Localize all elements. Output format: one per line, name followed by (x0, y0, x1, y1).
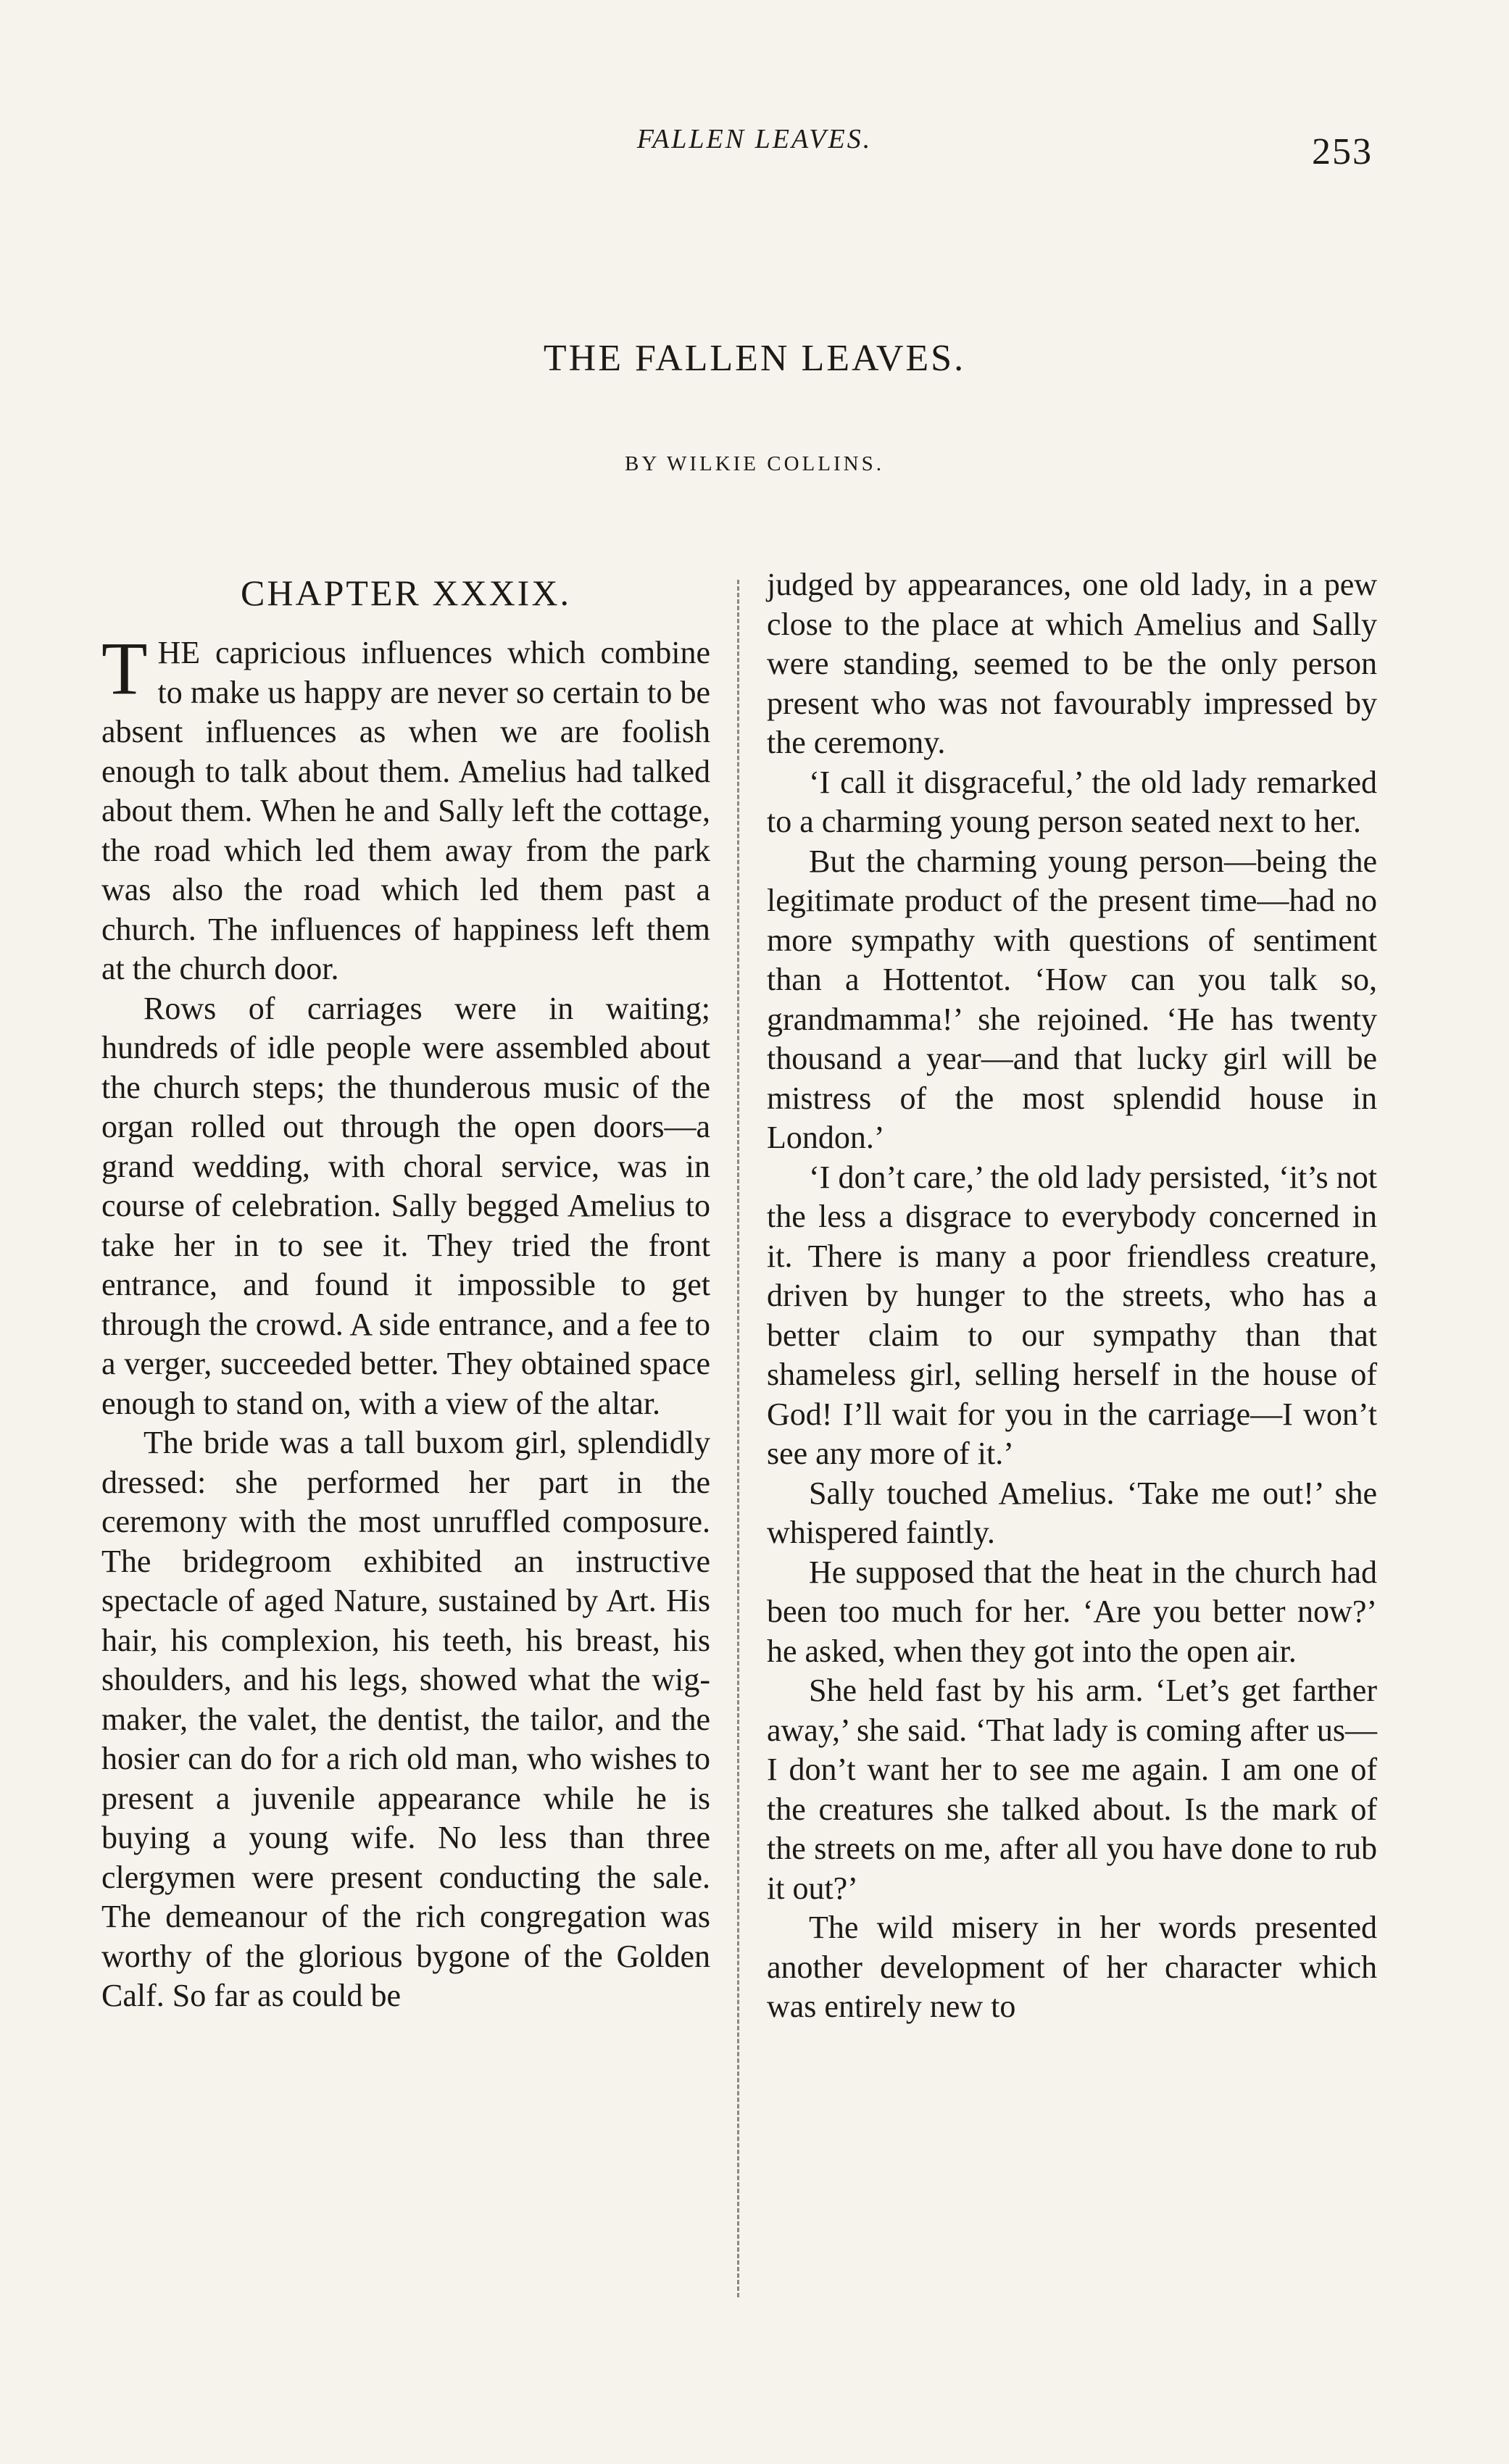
article-title: THE FALLEN LEAVES. (543, 338, 966, 379)
paragraph: Sally touched Amelius. ‘Take me out!’ she whispered faintly. (767, 1475, 1377, 1550)
byline: BY WILKIE COLLINS. (625, 452, 884, 475)
page-number: 253 (1312, 131, 1373, 172)
paragraph: Rows of carriages were in waiting; hundreds of idle people were assembled about the church steps; the thunderous music of the organ rolled out through the open doors—a grand wedding, with choral service, was in course of celebration. Sally begged Amelius to take her in to see it. They tried the front entrance, and found it impossible to get through the crowd. A side entrance, and a fee to a verger, succeeded better. They obtained space enough to stand on, with a view of the altar. (101, 990, 710, 1421)
chapter-heading: CHAPTER XXXIX. (241, 573, 571, 613)
paragraph-text: HE capricious influences which combine to make us happy are never so certain to be absent influences as when we are foolish enough to talk about them. Amelius had talked about them. When he and Sally left the cottage, the road which led them away from the park was also the road which led them past a church. The influences of happiness left them at the church door. (101, 635, 710, 986)
paragraph: The bride was a tall buxom girl, splendidly dressed: she performed her part in the ceremony with the most unruffled composure. The bridegroom exhibited an instructive spectacle of aged Nature, sustained by Art. His hair, his complexion, his teeth, his breast, his shoulders, and his legs, showed what the wig-maker, the valet, the dentist, the tailor, and the hosier can do for a rich old man, who wishes to present a juvenile appearance while he is buying a young wife. No less than three clergymen were present conducting the sale. The demeanour of the rich congregation was worthy of the glorious bygone of the Golden Calf. So far as could be (101, 1425, 710, 2013)
running-title: FALLEN LEAVES. (636, 124, 873, 154)
paragraph: She held fast by his arm. ‘Let’s get farther away,’ she said. ‘That lady is coming after us—I don’t want her to see me again. I am one of the creatures she talked about. Is the mark of the streets on me, after all you have done to rub it out?’ (767, 1673, 1377, 1906)
paragraph: judged by appearances, one old lady, in a pew close to the place at which Amelius and Sally were standing, seemed to be the only person present who was not favourably impressed by the ceremony. (767, 567, 1377, 760)
paragraph: ‘I don’t care,’ the old lady persisted, ‘it’s not the less a disgrace to everybody concerned in it. There is many a poor friendless creature, driven by hunger to the streets, who has a better claim to our sympathy than that shameless girl, selling herself in the house of God! I’ll wait for you in the carriage—I won’t see any more of it.’ (767, 1159, 1377, 1471)
drop-cap: T (101, 627, 148, 710)
paragraph: But the charming young person—being the legitimate product of the present time—had no more sympathy with questions of sentiment than a Hottentot. ‘How can you talk so, grandmamma!’ she rejoined. ‘He has twenty thousand a year—and that lucky girl will be mistress of the most splendid house in London.’ (767, 843, 1377, 1155)
paragraph: ‘I call it disgraceful,’ the old lady remarked to a charming young person seated next to her. (767, 764, 1377, 839)
paragraph: He supposed that the heat in the church had been too much for her. ‘Are you better now?’ he asked, when they got into the open air. (767, 1554, 1377, 1669)
paragraph (101, 627, 710, 989)
left-column (101, 565, 710, 2016)
right-column (767, 565, 1377, 2027)
column-divider (737, 580, 739, 2297)
paragraph: The wild misery in her words presented another development of her character which was entirely new to (767, 1910, 1377, 2024)
